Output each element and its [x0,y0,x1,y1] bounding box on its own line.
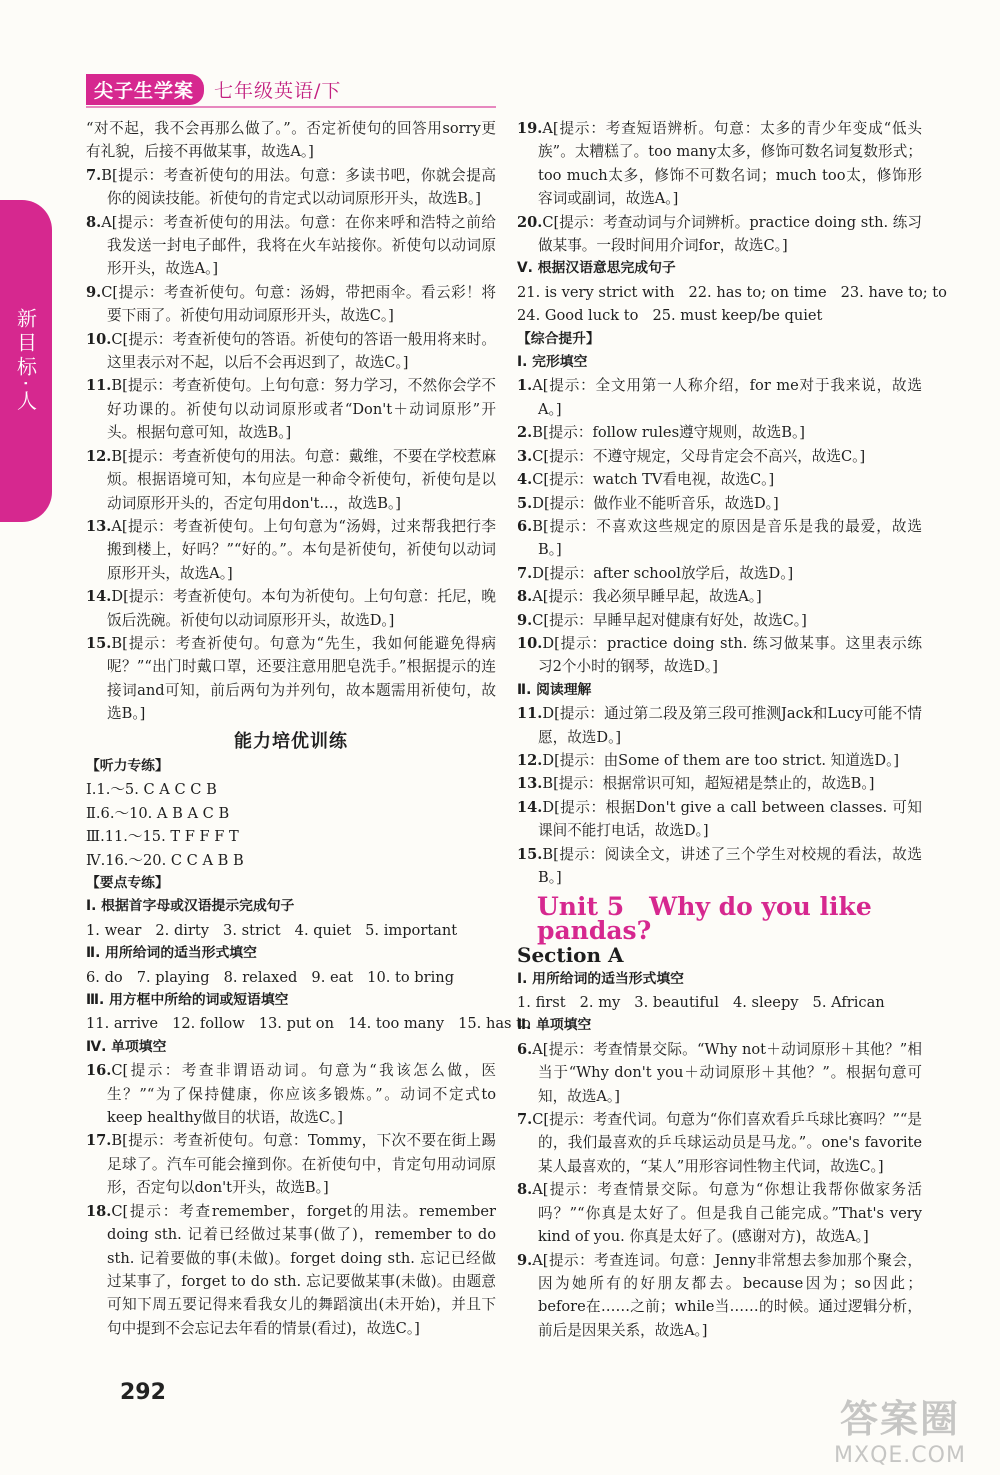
answer-text: C[提示：考查动词与介词辨析。practice doing sth. 练习做某事。一段时间用介词for，故选C。] [538,213,922,255]
short-answer: 21. is very strict with [517,283,675,301]
answer-item [517,421,922,444]
answer-number: 19. [517,120,543,137]
part3-answers [86,1012,531,1035]
answer-number: 2. [517,424,533,442]
answer-text: D[提示：after school放学后，故选D。] [532,564,794,582]
answer-number: 15. [517,845,543,863]
short-answer: 13. put on [258,1015,334,1033]
answer-item [517,468,922,491]
short-answer: 14. too many [348,1015,445,1033]
answer-number: 8. [517,588,533,606]
answer-text: D[提示：通过第二段及第三段可推测Jack和Lucy可能不情愿，故选D。] [538,705,922,746]
unit-title: Unit 5 Why do you like pandas? [537,892,872,945]
answer-number: 11. [86,377,112,395]
answer-text: A[提示：考查短语辨析。句意：太多的青少年变成“低头族”。太糟糕了。too many太多，修饰可数名词复数形式；too much太多，修饰不可数名词；much too太，修饰形容词或副词，故选A。] [538,120,922,208]
answer-item [86,515,496,585]
answer-text: C[提示：考查祈使句。句意：汤姆，带把雨伞。看云彩！将要下雨了。祈使句用动词原形开头，故选C。] [101,283,496,325]
answer-text: B[提示：阅读全文，讲述了三个学生对校规的看法，故选B。] [538,845,922,886]
short-answer: 2. dirty [155,921,210,939]
answer-text: C[提示：不遵守规定，父母肯定会不高兴，故选C。] [532,447,866,465]
comprehensive-heading: 【综合提升】 [517,330,600,347]
listening-answers [86,778,496,872]
part5-answers-row2 [517,304,922,327]
answer-text: B[提示：follow rules遵守规则，故选B。] [532,424,805,442]
answer-text: D[提示：根据Don't give a call between classes. 可知课间不能打电话，故选D。] [538,798,922,840]
answer-text: A[提示：全文用第一人称介绍，for me对于我来说，故选A。] [532,377,922,418]
answer-text: A[提示：考查情景交际。“Why not＋动词原形＋其他？”相当于“Why don't you＋动词原形＋其他？”。根据句意可知，故选A。] [532,1040,922,1105]
answer-text: B[提示：考查祈使句。句意为“先生，我如何能避免得病呢？”“出门时戴口罩，还要注意用肥皂洗手。”根据提示的连接词and可知，前后两句为并列句，故本题需用祈使句，故选B。] [107,634,496,723]
short-answer: 9. eat [311,968,354,986]
answer-text: A[提示：考查祈使句。上句句意为“汤姆，过来帮我把行李搬到楼上，好吗？”“好的。”。本句是祈使句，祈使句以动词原形开头，故选A。] [107,517,496,582]
s2-heading: Ⅱ. 单项填空 [517,1017,592,1034]
short-answer: 3. beautiful [634,994,719,1012]
short-answer: 5. important [365,921,458,939]
answer-item [86,445,496,515]
answer-number: 7. [517,564,533,582]
answer-number: 10. [517,634,543,652]
listening-heading: 【听力专练】 [86,757,169,774]
answer-text: B[提示：不喜欢这些规定的原因是音乐是我的最爱，故选B。] [532,517,922,559]
book-subtitle: 七年级英语/下 [214,79,342,102]
answer-item [517,1249,922,1343]
part2-answers [86,966,496,989]
answer-number: 8. [86,213,102,231]
part1-answers [86,919,496,942]
short-answer: 15. has to [458,1015,531,1033]
page-number: 292 [120,1380,166,1405]
part3-heading: Ⅲ. 用方框中所给的词或短语填空 [86,992,289,1009]
reading-answers [517,702,922,889]
s1-answers [517,991,922,1014]
section-heading: 能力培优训练 [234,730,348,752]
answer-list-a [86,164,496,726]
answer-text: A[提示：考查祈使句的用法。句意：在你来呼和浩特之前给我发送一封电子邮件，我将在火车站接你。祈使句以动词原形开头，故选A。] [101,213,496,278]
short-answer: 10. to bring [367,968,455,986]
short-answer: 6. do [86,968,123,986]
short-answer: 4. quiet [294,921,352,939]
answer-item [517,374,922,421]
short-answer: 23. have to; to [840,283,947,301]
page-header [86,74,341,104]
answer-text: B[提示：考查祈使句。上句句意：努力学习，不然你会学不好功课的。祈使句以动词原形或者“Don't＋动词原形”开头。根据句意可知，故选B。] [107,377,496,442]
answer-text: A[提示：考查情景交际。句意为“你想让我帮你做家务活吗？”“你真是太好了。但是我自己能完成。”That's very kind of you. 你真是太好了。(感谢对方)，故选A。] [532,1181,922,1246]
short-answer: 1. first [517,994,566,1012]
answer-item [86,328,496,375]
answer-number: 12. [517,751,543,769]
answer-number: 17. [86,1132,112,1150]
reading-heading: Ⅱ. 阅读理解 [517,681,592,698]
answer-item [517,702,922,749]
answer-number: 9. [517,611,533,629]
part5-answers-row1 [517,281,947,304]
answer-item [517,843,922,890]
short-answer: 1. wear [86,921,142,939]
cloze-heading: Ⅰ. 完形填空 [517,354,588,371]
short-answer: 12. follow [172,1015,245,1033]
part5-heading: Ⅴ. 根据汉语意思完成句子 [517,260,676,277]
answer-item [517,492,922,515]
answer-number: 16. [86,1062,112,1080]
answer-text: B[提示：根据常识可知，超短裙是禁止的，故选B。] [542,775,875,793]
answer-number: 1. [517,377,533,395]
answer-item [517,632,922,679]
answer-item [517,1178,922,1248]
short-answer: 8. relaxed [223,968,298,986]
key-points-heading: 【要点专练】 [86,875,169,891]
part2-heading: Ⅱ. 用所给词的适当形式填空 [86,945,257,962]
watermark-url: MXQE.COM [834,1443,966,1468]
answer-number: 18. [86,1202,112,1220]
cloze-answers [517,374,922,678]
answer-item [86,1200,496,1340]
answer-text: B[提示：考查祈使句的用法。句意：戴维，不要在学校惹麻烦。根据语境可知，本句应是一种命令祈使句，祈使句是以动词原形开头的，否定句用don't...，故选B。] [107,447,496,512]
answer-item [517,772,922,795]
answer-number: 5. [517,494,533,512]
side-tab: 新目标·人 [0,200,52,522]
part4-heading: Ⅳ. 单项填空 [86,1038,167,1055]
answer-number: 12. [86,447,112,465]
answer-text: C[提示：考查代词。句意为“你们喜欢看乒乓球比赛吗？”“是的，我们最喜欢的乒乓球运动员是马龙。”。one's favorite某人最喜欢的，“某人”用形容词性物主代词，故选C。] [532,1111,922,1175]
short-answer: 4. sleepy [732,994,799,1012]
answer-number: 14. [517,798,543,816]
watermark-text: 答案圈 [839,1397,960,1441]
answer-text: D[提示：practice doing sth. 练习做某事。这里表示练习2个小时的钢琴，故选D。] [538,634,922,676]
answer-item [86,585,496,632]
answer-line: Ⅰ.1.～5. C A C C B [86,781,217,799]
answer-number: 6. [517,517,533,535]
answer-number: 20. [517,213,543,231]
answer-text: C[提示：考查remember，forget的用法。remember doing sth. 记着已经做过某事(做了)，remember to do sth. 记着要做的事(未做)。forget doing sth. 忘记已经做过某事了，forget to do sth. 忘记要做某事(未做)。由题意可知下周五要记得来看我女儿的舞蹈演出(未开始)，并且下句中提到不会忘记去年看的情景(看过)，故选C。] [107,1202,496,1337]
short-answer: 25. must keep/be quiet [652,307,823,325]
header-divider [86,106,496,108]
answer-text: D[提示：做作业不能听音乐，故选D。] [532,494,779,512]
answer-number: 9. [517,1251,533,1269]
answer-number: 11. [517,705,543,723]
answer-number: 15. [86,634,112,652]
answer-item [517,609,922,632]
answer-line: Ⅱ.6.～10. A B A C B [86,804,230,822]
answer-item [86,164,496,211]
answer-item [517,1108,922,1178]
answer-item [517,1038,922,1108]
answer-item [86,1059,496,1129]
answer-number: 9. [86,283,102,301]
answer-item [517,585,922,608]
intro-paragraph: “对不起，我不会再那么做了。”。否定祈使句的回答用sorry更有礼貌，后接不再做某事，故选A。] [86,120,496,161]
answer-number: 7. [517,1111,533,1129]
short-answer: 22. has to; on time [688,283,827,301]
answer-text: D[提示：考查祈使句。本句为祈使句。上句句意：托尼，晚饭后洗碗。祈使句以动词原形开头，故选D。] [107,588,496,629]
answer-text: D[提示：由Some of them are too strict. 知道选D。] [542,751,900,769]
answer-text: A[提示：考查连词。句意：Jenny非常想去参加那个聚会，因为她所有的好朋友都去。because因为；so因此；before在……之前；while当……的时候。通过逻辑分析，前后是因果关系，故选A。] [532,1251,922,1339]
answer-text: C[提示：考查祈使句的答语。祈使句的答语一般用将来时。这里表示对不起，以后不会再迟到了，故选C。] [107,330,496,372]
answer-text: C[提示：考查非谓语动词。句意为“我该怎么做，医生？”“为了保持健康，你应该多锻炼。”。动词不定式to keep healthy做目的状语，故选C。] [107,1062,496,1127]
short-answer: 5. African [812,994,885,1012]
answer-number: 14. [86,588,112,606]
answer-text: B[提示：考查祈使句。句意：Tommy，下次不要在街上踢足球了。汽车可能会撞到你。在祈使句中，肯定句用动词原形，否定句以don't开头，故选B。] [107,1132,496,1197]
short-answer: 2. my [579,994,621,1012]
answer-text: B[提示：考查祈使句的用法。句意：多读书吧，你就会提高你的阅读技能。祈使句的肯定式以动词原形开头，故选B。] [101,166,496,208]
answer-item [86,211,496,281]
section-a-title: Section A [517,943,624,968]
answer-number: 3. [517,447,533,465]
answer-item [517,796,922,843]
answer-item [517,117,922,211]
answer-list-b [86,1059,496,1340]
answer-number: 8. [517,1181,533,1199]
answer-line: Ⅲ.11.～15. T F F F T [86,828,239,846]
answer-list-d [517,1038,922,1342]
answer-number: 10. [86,330,112,348]
part1-heading: Ⅰ. 根据首字母或汉语提示完成句子 [86,898,295,915]
brand-label: 尖子生学案 [86,74,204,105]
s1-heading: Ⅰ. 用所给词的适当形式填空 [517,970,684,987]
answer-text: C[提示：watch TV看电视，故选C。] [532,471,775,489]
answer-item [517,562,922,585]
answer-number: 4. [517,471,533,489]
answer-text: A[提示：我必须早睡早起，故选A。] [532,588,762,606]
short-answer: 7. playing [136,968,210,986]
answer-number: 7. [86,166,102,184]
answer-item [86,374,496,444]
watermark-logo [815,1388,985,1468]
short-answer: 3. strict [223,921,281,939]
answer-number: 13. [517,775,543,793]
answer-item [86,1129,496,1199]
answer-line: Ⅳ.16.～20. C C A B B [86,851,244,869]
answer-number: 13. [86,517,112,535]
short-answer: 24. Good luck to [517,307,639,325]
answer-list-c [517,117,922,257]
short-answer: 11. arrive [86,1015,159,1033]
answer-item [86,632,496,726]
answer-number: 6. [517,1040,533,1058]
answer-item [86,281,496,328]
answer-item [517,749,922,772]
answer-item [517,211,922,258]
right-column [517,117,947,1342]
answer-text: C[提示：早睡早起对健康有好处，故选C。] [532,611,807,629]
answer-item [517,445,922,468]
answer-item [517,515,922,562]
